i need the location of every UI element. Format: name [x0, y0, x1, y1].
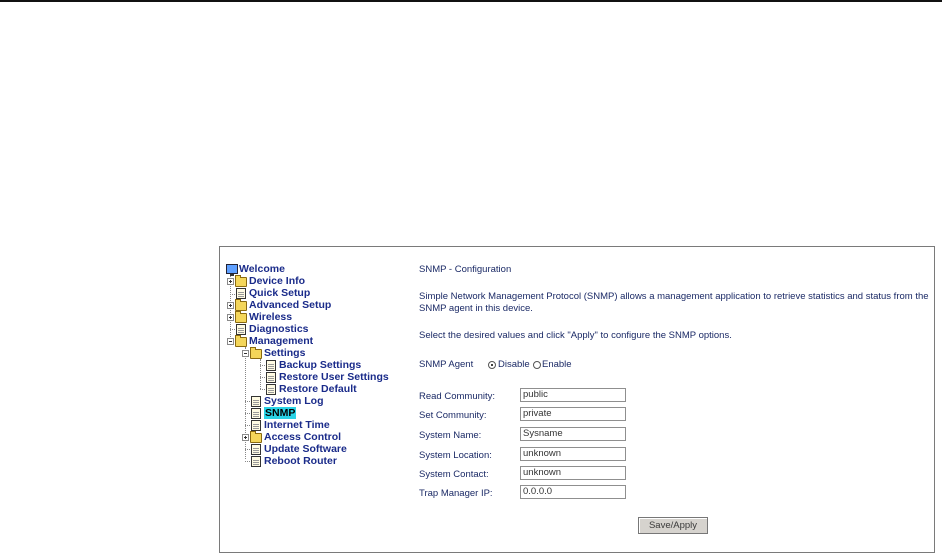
- system-name-label: System Name:: [419, 430, 482, 441]
- page-instruction: Select the desired values and click "Apply" to configure the SNMP options.: [419, 330, 732, 341]
- nav-label: Backup Settings: [279, 359, 362, 371]
- read-community-label: Read Community:: [419, 391, 496, 402]
- nav-label: Management: [249, 335, 314, 347]
- monitor-icon: [226, 264, 238, 274]
- page-icon: [251, 408, 261, 419]
- page-icon: [266, 372, 276, 383]
- folder-open-icon: [235, 337, 247, 347]
- expand-plus-icon[interactable]: [227, 278, 234, 285]
- nav-tree: [220, 247, 420, 552]
- nav-label-selected: SNMP: [265, 407, 296, 419]
- page-icon: [266, 360, 276, 371]
- router-config-frame: [219, 246, 935, 553]
- system-name-input[interactable]: Sysname: [520, 427, 626, 441]
- nav-label: Quick Setup: [249, 287, 311, 299]
- snmp-agent-label: SNMP Agent: [419, 359, 474, 370]
- set-community-label: Set Community:: [419, 410, 487, 421]
- tree-line: [245, 449, 250, 450]
- tree-line: [245, 401, 250, 402]
- folder-icon: [235, 313, 247, 323]
- page-icon: [251, 444, 261, 455]
- expand-plus-icon[interactable]: [242, 434, 249, 441]
- tree-line: [260, 359, 261, 389]
- page-icon: [251, 396, 261, 407]
- tree-line: [260, 377, 265, 378]
- system-contact-label: System Contact:: [419, 469, 489, 480]
- nav-label: Welcome: [239, 263, 285, 275]
- page-title: SNMP - Configuration: [419, 264, 512, 275]
- nav-label: Diagnostics: [249, 323, 309, 335]
- read-community-input[interactable]: public: [520, 388, 626, 402]
- expand-plus-icon[interactable]: [227, 314, 234, 321]
- agent-disable-label: Disable: [498, 359, 530, 370]
- nav-label: Internet Time: [264, 419, 330, 431]
- save-apply-button[interactable]: Save/Apply: [638, 517, 708, 534]
- page-icon: [266, 384, 276, 395]
- system-location-label: System Location:: [419, 450, 492, 461]
- folder-icon: [235, 301, 247, 311]
- collapse-minus-icon[interactable]: [242, 350, 249, 357]
- page-icon: [251, 420, 261, 431]
- nav-label: Restore User Settings: [279, 371, 389, 383]
- agent-enable-label: Enable: [542, 359, 572, 370]
- tree-line: [260, 365, 265, 366]
- nav-label: System Log: [264, 395, 324, 407]
- system-location-input[interactable]: unknown: [520, 447, 626, 461]
- nav-label: Access Control: [264, 431, 342, 443]
- agent-enable-radio[interactable]: [533, 361, 541, 369]
- nav-label: Restore Default: [279, 383, 357, 395]
- folder-icon: [250, 433, 262, 443]
- page-icon: [251, 456, 261, 467]
- tree-line: [260, 389, 265, 390]
- page-description: Simple Network Management Protocol (SNMP) allows a management application to retrieve statistics and status from the SNMP agent in this device.: [419, 291, 929, 314]
- expand-plus-icon[interactable]: [227, 302, 234, 309]
- nav-label: Advanced Setup: [249, 299, 332, 311]
- nav-label: Wireless: [249, 311, 293, 323]
- set-community-input[interactable]: private: [520, 407, 626, 421]
- nav-label: Update Software: [264, 443, 347, 455]
- tree-line: [245, 425, 250, 426]
- tree-line: [230, 329, 235, 330]
- trap-manager-ip-input[interactable]: 0.0.0.0: [520, 485, 626, 499]
- page-icon: [236, 288, 246, 299]
- page-icon: [236, 324, 246, 335]
- agent-disable-radio[interactable]: [488, 361, 496, 369]
- tree-line: [245, 461, 250, 462]
- nav-label: Reboot Router: [264, 455, 337, 467]
- collapse-minus-icon[interactable]: [227, 338, 234, 345]
- nav-label: Device Info: [249, 275, 306, 287]
- tree-line: [245, 347, 246, 459]
- system-contact-input[interactable]: unknown: [520, 466, 626, 480]
- tree-line: [230, 294, 235, 295]
- folder-open-icon: [250, 349, 262, 359]
- nav-label: Settings: [264, 347, 306, 359]
- folder-icon: [235, 277, 247, 287]
- trap-manager-ip-label: Trap Manager IP:: [419, 488, 493, 499]
- top-rule: [0, 0, 942, 2]
- snmp-config-panel: [416, 247, 934, 552]
- tree-line: [245, 413, 250, 414]
